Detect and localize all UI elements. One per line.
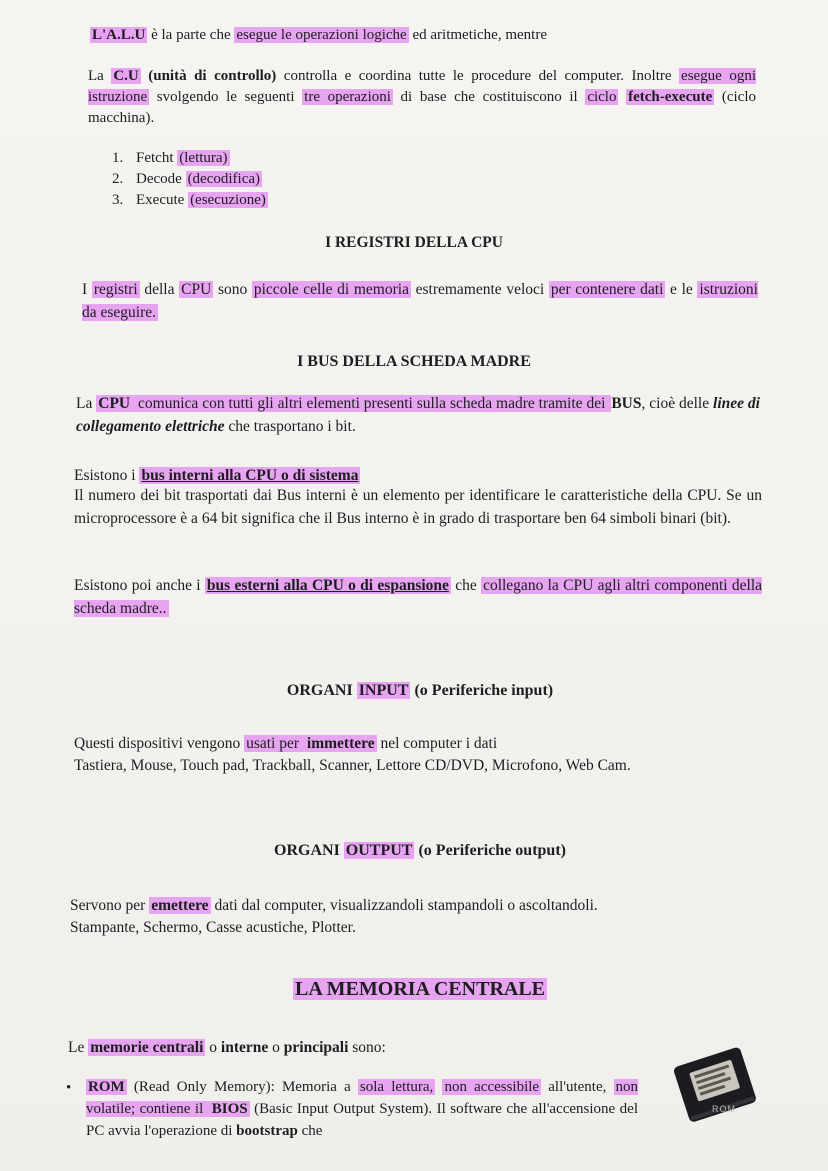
rom-paragraph: ROM (Read Only Memory): Memoria a sola lettura, non accessibile all'utente, non volatile; contiene il BIOS (Basic Input Output System). Il software che all'accensione del PC avvia l'operazione di bootstrap che — [86, 1079, 639, 1139]
rom-chip-label: ROM — [712, 1104, 736, 1114]
rom-chip-image — [668, 1042, 760, 1128]
bus-paragraph-3: Il numero dei bit trasportati dai Bus interni è un elemento per identificare le caratteristiche della CPU. Se un microprocessore è a 64 bit significa che il Bus interno è in grado di trasportare ben 64 simboli binari (bit). — [74, 487, 762, 527]
output-paragraph: Servono per emettere dati dal computer, visualizzandoli stampandoli o ascoltandoli. — [70, 897, 598, 914]
fetch-execute-steps — [112, 148, 268, 211]
cu-paragraph: La C.U (unità di controllo) controlla e coordina tutte le procedure del computer. Inoltre esegue ogni istruzione svolgendo le seguenti tre operazioni di base che costituiscono il ciclo fetch-execute (ciclo macchina). — [88, 68, 757, 126]
fetch-execute-term: fetch-execute — [628, 89, 713, 105]
alu-paragraph: L'A.L.U è la parte che esegue le operazioni logiche ed aritmetiche, mentre — [92, 27, 547, 43]
output-heading: ORGANI OUTPUT (o Periferiche output) — [274, 842, 566, 859]
input-heading: ORGANI INPUT (o Periferiche input) — [286, 682, 554, 699]
cu-term: C.U — [113, 68, 139, 84]
bus-paragraph-4: Esistono poi anche i bus esterni alla CPU o di espansione che collegano la CPU agli altri componenti della scheda madre.. — [74, 577, 763, 617]
memoria-heading: LA MEMORIA CENTRALE — [294, 978, 546, 1000]
registri-paragraph: I registri della CPU sono piccole celle di memoria estremamente veloci per contenere dati e le istruzioni da eseguire. — [82, 281, 758, 321]
bus-paragraph-1: La CPU comunica con tutti gli altri elementi presenti sulla scheda madre tramite dei BUS, cioè delle linee di collegamento elettriche che trasportano i bit. — [76, 395, 760, 435]
alu-term: L'A.L.U — [92, 27, 146, 43]
bullet-icon: • — [66, 1080, 72, 1096]
list-item: 3. Execute (esecuzione) — [112, 192, 266, 208]
list-item: 1. Fetcht (lettura) — [112, 150, 228, 166]
registri-heading: I REGISTRI DELLA CPU — [325, 234, 503, 251]
input-paragraph: Questi dispositivi vengono usati per immettere nel computer i dati — [74, 735, 498, 752]
output-devices-list: Stampante, Schermo, Casse acustiche, Plotter. — [70, 919, 356, 936]
bus-paragraph-2: Esistono i bus interni alla CPU o di sistema — [74, 467, 359, 484]
alu-highlight: esegue le operazioni logiche — [236, 27, 407, 43]
cu-term-expl: (unità di controllo) — [148, 68, 277, 84]
memoria-intro: Le memorie centrali o interne o principali sono: — [68, 1039, 386, 1056]
list-item: 2. Decode (decodifica) — [112, 171, 261, 187]
bus-heading: I BUS DELLA SCHEDA MADRE — [297, 353, 531, 370]
input-devices-list: Tastiera, Mouse, Touch pad, Trackball, Scanner, Lettore CD/DVD, Microfono, Web Cam. — [74, 757, 631, 774]
